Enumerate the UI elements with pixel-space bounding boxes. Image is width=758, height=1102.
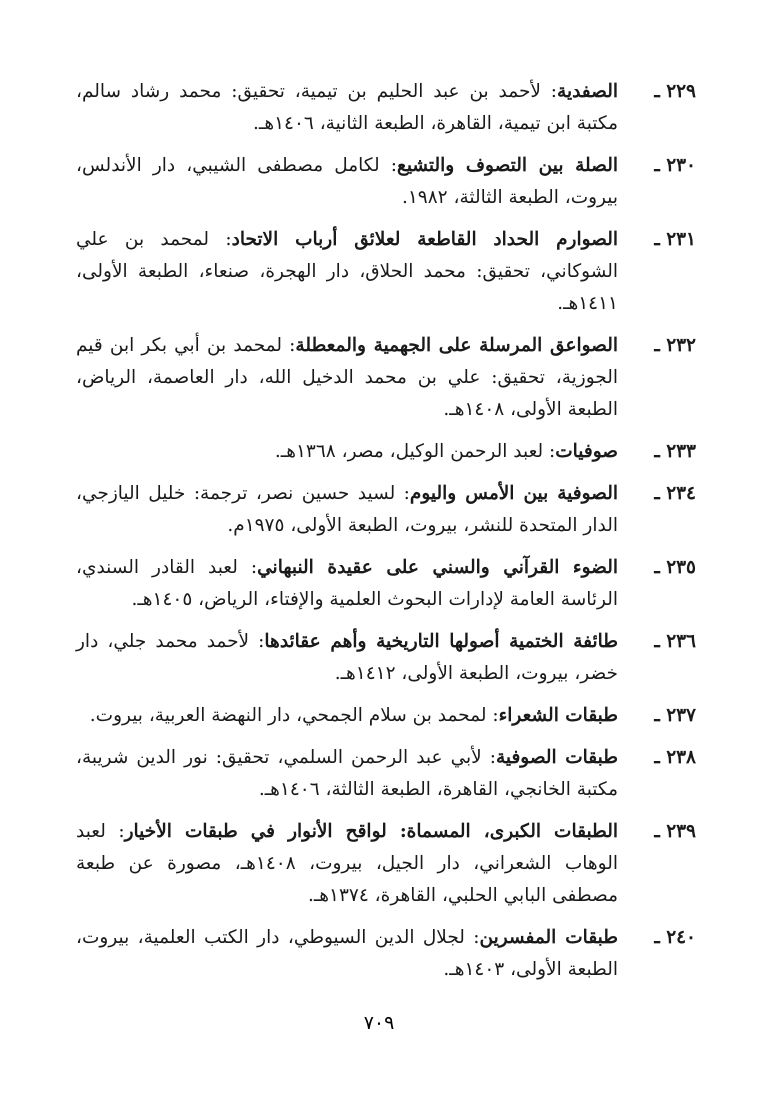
bibliography-entry <box>76 224 696 320</box>
entry-details: : لعبد القادر السندي، الرئاسة العامة لإدارات البحوث العلمية والإفتاء، الرياض، ١٤٠٥هـ. <box>76 557 618 610</box>
entry-details: : لجلال الدين السيوطي، دار الكتب العلمية، بيروت، الطبعة الأولى، ١٤٠٣هـ. <box>76 927 618 980</box>
entry-details: : لأحمد بن عبد الحليم بن تيمية، تحقيق: محمد رشاد سالم، مكتبة ابن تيمية، القاهرة، الطبعة الثانية، ١٤٠٦هـ. <box>76 81 618 134</box>
bibliography-entry <box>76 330 696 426</box>
bibliography-entry <box>76 76 696 140</box>
entry-number: ٢٣٥ ـ <box>654 557 696 578</box>
entry-title: الصوارم الحداد القاطعة لعلائق أرباب الاتحاد <box>231 229 618 250</box>
entry-number: ٢٣٢ ـ <box>654 335 696 356</box>
entry-details: : لمحمد بن علي الشوكاني، تحقيق: محمد الحلاق، دار الهجرة، صنعاء، الطبعة الأولى، ١٤١١هـ. <box>76 229 618 314</box>
bibliography-entry <box>76 700 696 732</box>
entry-title: الصوفية بين الأمس واليوم <box>409 483 618 504</box>
bibliography-entry <box>76 742 696 806</box>
entry-title: الضوء القرآني والسني على عقيدة النبهاني <box>257 557 619 578</box>
bibliography-entry <box>76 478 696 542</box>
entry-details: : لمحمد بن سلام الجمحي، دار النهضة العربية، بيروت. <box>89 705 499 726</box>
entry-details: : لكامل مصطفى الشيبي، دار الأندلس، بيروت، الطبعة الثالثة، ١٩٨٢. <box>76 155 618 208</box>
entry-number: ٢٣٠ ـ <box>654 155 696 176</box>
entry-title: طبقات المفسرين <box>479 927 618 948</box>
entry-number: ٢٣٣ ـ <box>654 441 696 462</box>
entry-number: ٢٣٨ ـ <box>654 747 696 768</box>
bibliography-entry <box>76 436 696 468</box>
bibliography-entry <box>76 552 696 616</box>
bibliography-entry <box>76 922 696 986</box>
entry-title: الصلة بين التصوف والتشيع <box>396 155 618 176</box>
entry-title: الصواعق المرسلة على الجهمية والمعطلة <box>295 335 619 356</box>
entry-title: طبقات الصوفية <box>495 747 618 768</box>
entry-details: : لسيد حسين نصر، ترجمة: خليل اليازجي، الدار المتحدة للنشر، بيروت، الطبعة الأولى، ١٩٧٥م. <box>76 483 618 536</box>
entry-number: ٢٤٠ ـ <box>654 927 696 948</box>
entry-number: ٢٣٧ ـ <box>654 705 696 726</box>
entry-details: : لعبد الرحمن الوكيل، مصر، ١٣٦٨هـ. <box>274 441 556 462</box>
entry-details: : لأبي عبد الرحمن السلمي، تحقيق: نور الدين شريبة، مكتبة الخانجي، القاهرة، الطبعة الثالثة، ١٤٠٦هـ. <box>76 747 618 800</box>
bibliography-entry <box>76 816 696 912</box>
entry-number: ٢٣٤ ـ <box>654 483 696 504</box>
bibliography-entry <box>76 626 696 690</box>
entry-details: : لأحمد محمد جلي، دار خضر، بيروت، الطبعة الأولى، ١٤١٢هـ. <box>76 631 618 684</box>
entry-title: طائفة الختمية أصولها التاريخية وأهم عقائدها <box>264 631 618 652</box>
entry-title: طبقات الشعراء <box>498 705 618 726</box>
entry-title: الطبقات الكبرى، المسماة: لواقح الأنوار في طبقات الأخيار <box>124 821 618 842</box>
entry-details: : لمحمد بن أبي بكر ابن قيم الجوزية، تحقيق: علي بن محمد الدخيل الله، دار العاصمة، الرياض، الطبعة الأولى، ١٤٠٨هـ. <box>76 335 618 420</box>
entry-number: ٢٣٦ ـ <box>654 631 696 652</box>
entry-details: : لعبد الوهاب الشعراني، دار الجيل، بيروت، ١٤٠٨هـ، مصورة عن طبعة مصطفى البابي الحلبي، القاهرة، ١٣٧٤هـ. <box>76 821 618 906</box>
entry-title: صوفيات <box>555 441 618 462</box>
entry-number: ٢٣٩ ـ <box>654 821 696 842</box>
bibliography-entry <box>76 150 696 214</box>
page-number: ٧٠٩ <box>363 1012 395 1034</box>
entry-number: ٢٣١ ـ <box>654 229 696 250</box>
entry-title: الصفدية <box>557 81 618 102</box>
entry-number: ٢٢٩ ـ <box>654 81 696 102</box>
